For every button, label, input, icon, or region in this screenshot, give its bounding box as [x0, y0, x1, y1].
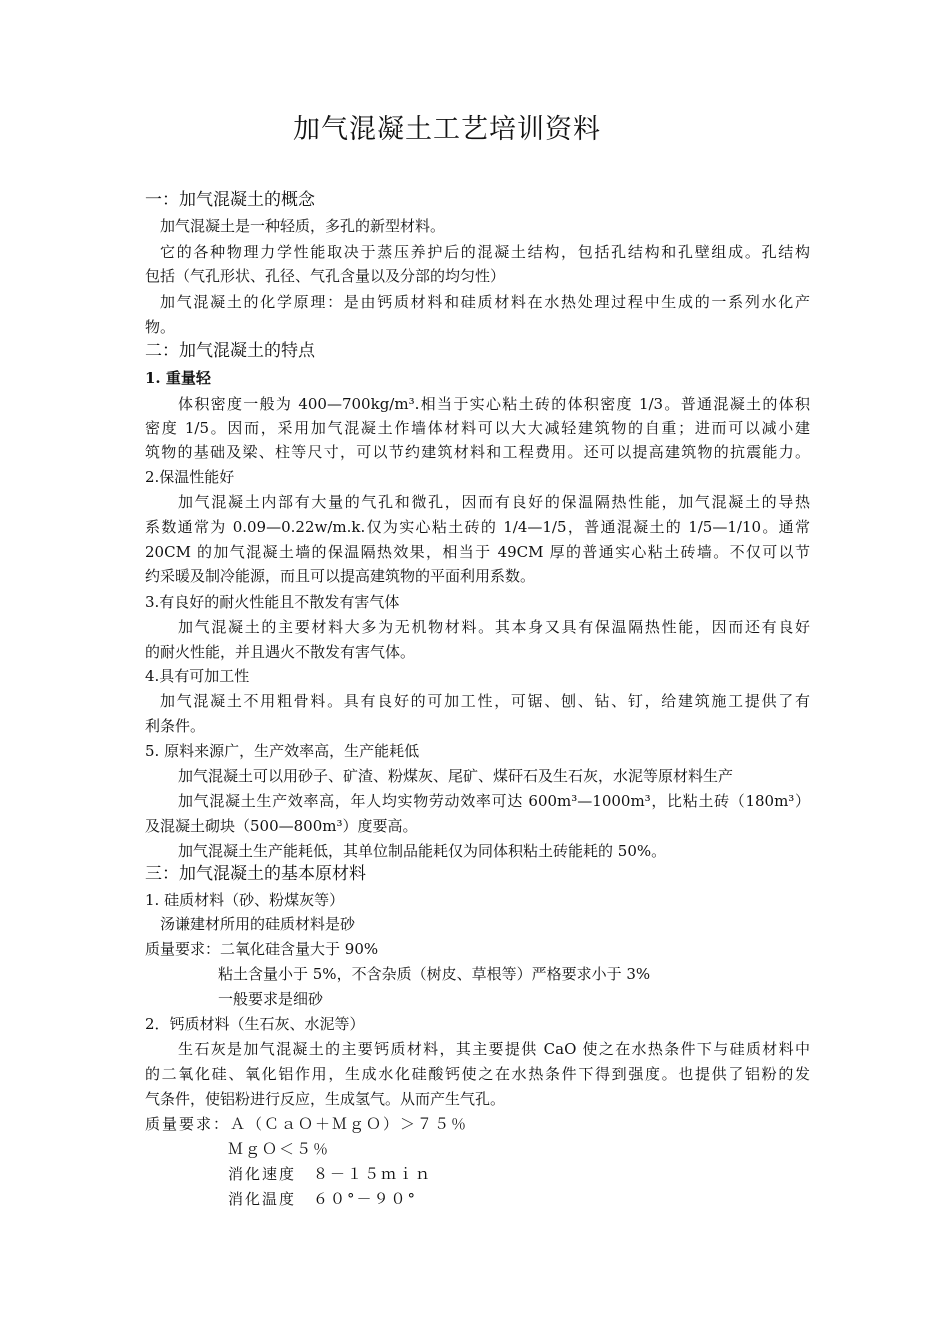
- paragraph-line: 及混凝土砌块（500—800m³）度要高。: [145, 817, 418, 835]
- paragraph-line: 加气混凝土不用粗骨料。具有良好的可加工性，可锯、刨、钻、钉，给建筑施工提供了有: [160, 692, 810, 710]
- paragraph-line: 的耐火性能，并且遇火不散发有害气体。: [145, 643, 416, 661]
- paragraph-line: 的二氧化硅、氧化铝作用，生成水化硅酸钙使之在水热条件下得到强度。也提供了铝粉的发: [145, 1065, 810, 1083]
- subheading: 2.保温性能好: [145, 468, 235, 486]
- paragraph-line: 包括（气孔形状、孔径、气孔含量以及分部的均匀性）: [145, 267, 506, 285]
- subheading: 2．钙质材料（生石灰、水泥等）: [145, 1015, 365, 1033]
- paragraph-line: 加气混凝土的化学原理：是由钙质材料和硅质材料在水热处理过程中生成的一系列水化产: [160, 293, 810, 311]
- paragraph-line: 加气混凝土生产能耗低，其单位制品能耗仅为同体积粘土砖能耗的 50%。: [178, 842, 667, 860]
- paragraph-line: ＭｇＯ＜５％: [228, 1140, 331, 1158]
- paragraph-line: 系数通常为 0.09—0.22w/m.k.仅为实心粘土砖的 1/4—1/5，普通混凝土的 1/5—1/10。通常: [145, 518, 810, 536]
- document-title: 加气混凝土工艺培训资料: [293, 114, 601, 145]
- paragraph-line: 汤谦建材所用的硅质材料是砂: [160, 915, 356, 933]
- paragraph-line: 加气混凝土生产效率高，年人均实物劳动效率可达 600m³—1000m³，比粘土砖（180m³）: [178, 792, 810, 810]
- subheading: 3.有良好的耐火性能且不散发有害气体: [145, 593, 400, 611]
- paragraph-line: 约采暖及制冷能源，而且可以提高建筑物的平面利用系数。: [145, 567, 536, 585]
- paragraph-line: 利条件。: [145, 717, 206, 735]
- subheading: 4.具有可加工性: [145, 667, 250, 685]
- paragraph-line: 加气混凝土内部有大量的气孔和微孔，因而有良好的保温隔热性能，加气混凝土的导热: [178, 493, 810, 511]
- section-heading: 三：加气混凝土的基本原材料: [145, 864, 366, 884]
- paragraph-line: 质量要求：Ａ（ＣａＯ＋ＭｇＯ）＞７５％: [145, 1115, 469, 1133]
- paragraph-line: 密度 1/5。因而，采用加气混凝土作墙体材料可以大大减轻建筑物的自重；进而可以减小建: [145, 419, 810, 437]
- paragraph-line: 气条件，使铝粉进行反应，生成氢气。从而产生气孔。: [145, 1090, 506, 1108]
- subheading: 5. 原料来源广，生产效率高，生产能耗低: [145, 742, 420, 760]
- paragraph-line: 20CM 的加气混凝土墙的保温隔热效果，相当于 49CM 厚的普通实心粘土砖墙。不仅可以节: [145, 543, 810, 561]
- paragraph-line: 它的各种物理力学性能取决于蒸压养护后的混凝土结构，包括孔结构和孔壁组成。孔结构: [160, 243, 810, 261]
- paragraph-line: 消化温度 ６０°－９０°: [228, 1190, 418, 1208]
- section-heading: 二：加气混凝土的特点: [145, 341, 315, 361]
- paragraph-line: 加气混凝土是一种轻质，多孔的新型材料。: [160, 217, 446, 235]
- paragraph-line: 质量要求：二氧化硅含量大于 90%: [145, 940, 379, 958]
- subheading: 1. 硅质材料（砂、粉煤灰等）: [145, 891, 345, 909]
- subheading: 1. 重量轻: [145, 369, 211, 387]
- paragraph-line: 加气混凝土可以用砂子、矿渣、粉煤灰、尾矿、煤矸石及生石灰，水泥等原材料生产: [178, 767, 734, 785]
- paragraph-line: 加气混凝土的主要材料大多为无机物材料。其本身又具有保温隔热性能，因而还有良好: [178, 618, 810, 636]
- paragraph-line: 物。: [145, 318, 176, 336]
- paragraph-line: 一般要求是细砂: [218, 990, 324, 1008]
- paragraph-line: 粘土含量小于 5%，不含杂质（树皮、草根等）严格要求小于 3%: [218, 965, 651, 983]
- paragraph-line: 筑物的基础及梁、柱等尺寸，可以节约建筑材料和工程费用。还可以提高建筑物的抗震能力。: [145, 443, 810, 461]
- section-heading: 一：加气混凝土的概念: [145, 190, 315, 210]
- paragraph-line: 生石灰是加气混凝土的主要钙质材料，其主要提供 CaO 使之在水热条件下与硅质材料中: [178, 1040, 810, 1058]
- paragraph-line: 体积密度一般为 400—700kg/m³.相当于实心粘土砖的体积密度 1/3。普通混凝土的体积: [178, 395, 810, 413]
- paragraph-line: 消化速度 ８－１５ｍｉｎ: [228, 1165, 433, 1183]
